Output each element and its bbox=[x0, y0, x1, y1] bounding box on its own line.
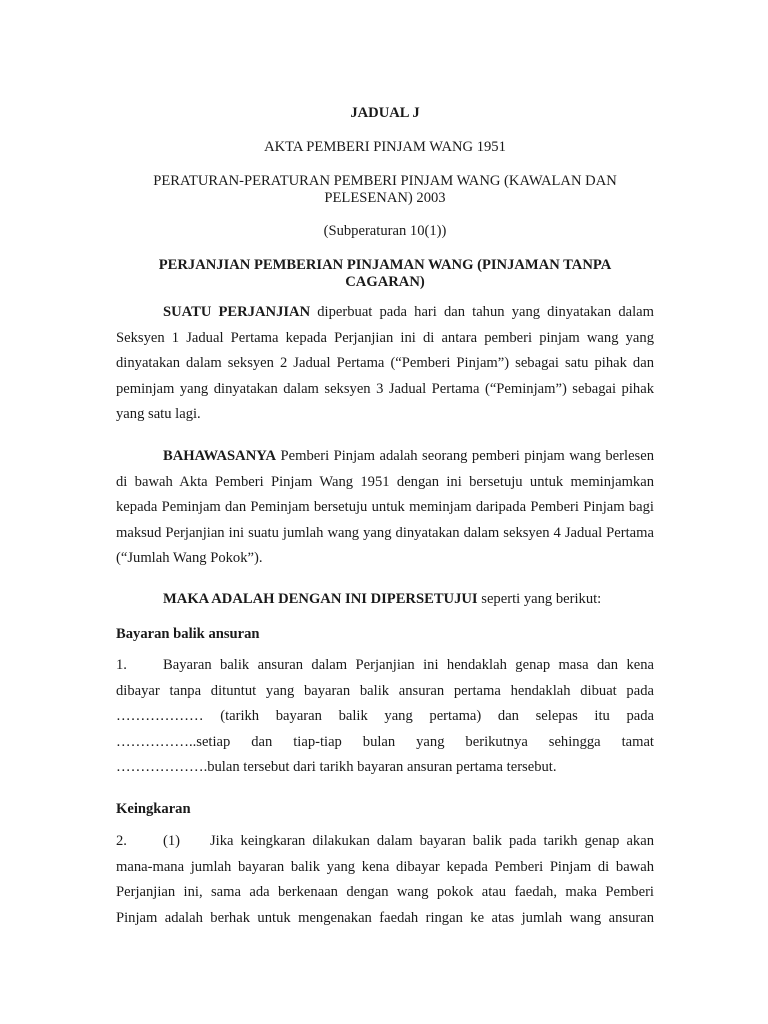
agreed-lead: MAKA ADALAH DENGAN INI DIPERSETUJUI bbox=[163, 591, 478, 607]
clause-2-number: 2. bbox=[116, 833, 127, 849]
clause-2-line3: Perjanjian ini, sama ada berkenaan dengan wang pokok atau faedah, maka Pemberi bbox=[116, 884, 654, 901]
recital-text: diperbuat pada hari dan tahun yang dinyatakan dalam Seksyen 1 Jadual Pertama kepada Perjanjian ini di antara pemberi pinjam wang yang dinyatakan dalam seksyen 2 Jadual Pertama (“Pemberi Pinjam”) sebagai satu pihak dan peminjam yang dinyatakan dalam seksyen 3 Jadual Pertama (“Peminjam”) sebagai pihak yang satu lagi. bbox=[116, 304, 654, 423]
agreement-title-line2: CAGARAN) bbox=[345, 274, 425, 290]
act-title: AKTA PEMBERI PINJAM WANG 1951 bbox=[264, 139, 506, 155]
recital-lead: SUATU PERJANJIAN bbox=[163, 304, 311, 320]
clause-2-line1: Jika keingkaran dilakukan dalam bayaran balik pada tarikh genap akan bbox=[210, 833, 654, 849]
regulations-title-line1: PERATURAN-PERATURAN PEMBERI PINJAM WANG (KAWALAN DAN bbox=[153, 173, 617, 189]
clause-1-line4: ……………..setiap dan tiap-tiap bulan yang berikutnya sehingga tamat bbox=[116, 733, 654, 750]
whereas-text: Pemberi Pinjam adalah seorang pemberi pinjam wang berlesen di bawah Akta Pemberi Pinjam Wang 1951 dengan ini bersetuju untuk meminjamkan kepada Peminjam dan Peminjam bersetuju untuk meminjam daripada Pemberi Pinjam bagi maksud Perjanjian ini suatu jumlah wang yang dinyatakan dalam seksyen 4 Jadual Pertama (“Jumlah Wang Pokok”). bbox=[116, 448, 654, 567]
clause-2-subnumber: (1) bbox=[163, 833, 181, 849]
clause-1 bbox=[116, 653, 654, 781]
clause-1-line1: Bayaran balik ansuran dalam Perjanjian ini hendaklah genap masa dan kena bbox=[163, 657, 654, 673]
clause-1-line3: ……………… (tarikh bayaran balik yang pertama) dan selepas itu pada bbox=[116, 708, 654, 725]
agreed-paragraph bbox=[116, 587, 654, 613]
regulations-title-line2: PELESENAN) 2003 bbox=[324, 190, 446, 206]
clause-2-line2: mana-mana jumlah bayaran balik yang kena dibayar kepada Pemberi Pinjam di bawah bbox=[116, 858, 654, 875]
clause-1-line2: dibayar tanpa dituntut yang bayaran balik ansuran pertama hendaklah dibuat pada bbox=[116, 682, 654, 699]
clause-2-line4: Pinjam adalah berhak untuk mengenakan faedah ringan ke atas jumlah wang ansuran bbox=[116, 909, 654, 926]
section-heading-default: Keingkaran bbox=[116, 801, 191, 817]
agreed-text: seperti yang berikut: bbox=[477, 591, 602, 607]
subregulation-ref: (Subperaturan 10(1)) bbox=[323, 223, 447, 239]
clause-2-line bbox=[116, 829, 654, 855]
agreement-title-line1: PERJANJIAN PEMBERIAN PINJAMAN WANG (PINJAMAN TANPA bbox=[158, 257, 612, 273]
clause-1-line5: ……………….bulan tersebut dari tarikh bayaran ansuran pertama tersebut. bbox=[116, 759, 557, 776]
schedule-title: JADUAL J bbox=[350, 105, 420, 121]
section-heading-repayment: Bayaran balik ansuran bbox=[116, 626, 260, 642]
whereas-lead: BAHAWASANYA bbox=[163, 448, 276, 464]
clause-1-line bbox=[116, 653, 654, 679]
whereas-paragraph bbox=[116, 444, 654, 572]
clause-2 bbox=[116, 829, 654, 931]
recital-paragraph bbox=[116, 300, 654, 428]
clause-1-number: 1. bbox=[116, 657, 127, 673]
